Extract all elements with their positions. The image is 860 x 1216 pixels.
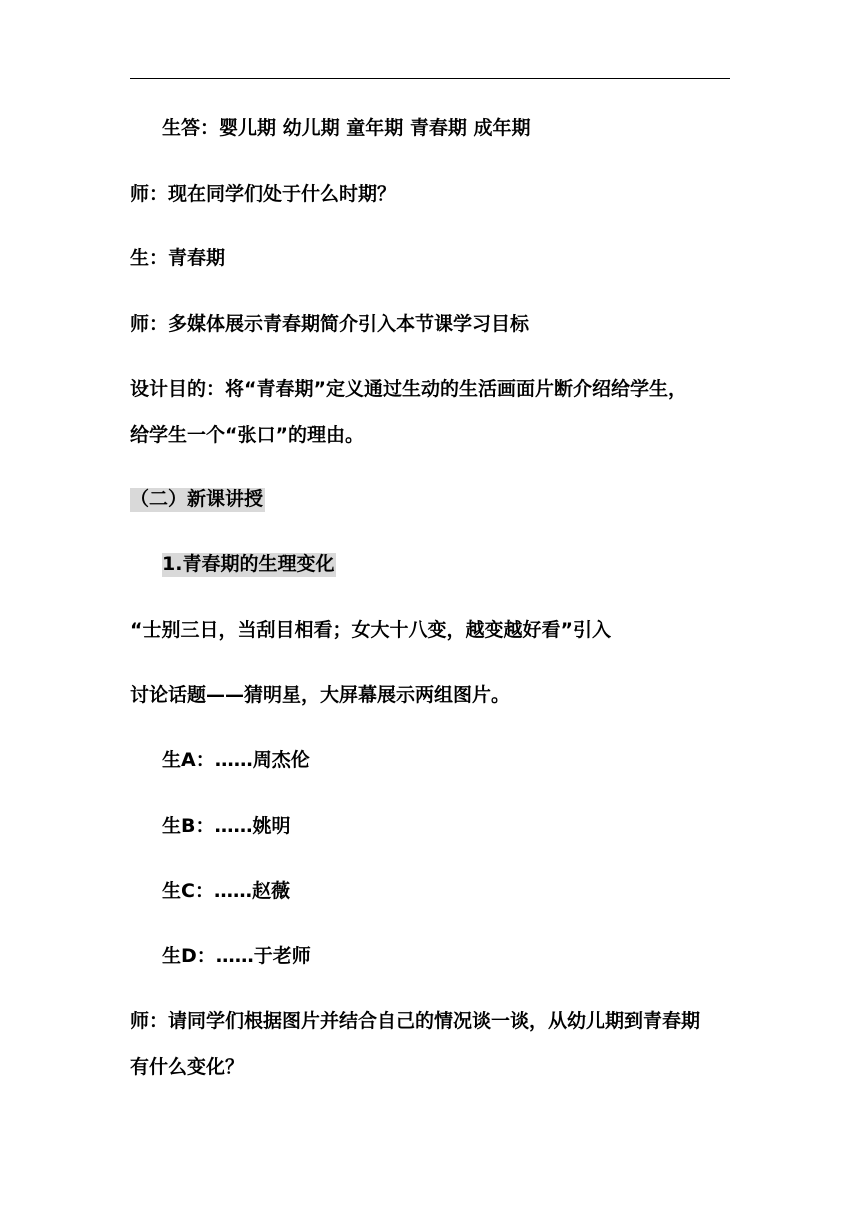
student-a-answer: 生A：……周杰伦 [162,749,310,771]
design-purpose-line-2: 给学生一个“张口”的理由。 [130,424,364,446]
subsection-heading [162,552,336,576]
teacher-multimedia: 师：多媒体展示青春期简介引入本节课学习目标 [130,313,530,335]
section-heading [130,487,265,511]
header-rule [130,78,730,79]
subsection-heading-text: 1.青春期的生理变化 [162,553,335,575]
teacher-prompt-line-1: 师：请同学们根据图片并结合自己的情况谈一谈，从幼儿期到青春期 [130,1010,701,1032]
student-answer-stages: 生答：婴儿期 幼儿期 童年期 青春期 成年期 [162,117,531,139]
student-c-answer: 生C：……赵薇 [162,880,290,902]
student-d-answer: 生D：……于老师 [162,945,311,967]
quote-intro: “士别三日，当刮目相看；女大十八变，越变越好看”引入 [130,619,611,641]
student-b-answer: 生B：……姚明 [162,815,291,837]
discussion-topic: 讨论话题——猜明星，大屏幕展示两组图片。 [130,684,511,706]
student-answer: 生：青春期 [130,247,226,269]
teacher-prompt-line-2: 有什么变化？ [130,1056,245,1078]
teacher-question: 师：现在同学们处于什么时期？ [130,183,397,205]
design-purpose-line-1: 设计目的：将“青春期”定义通过生动的生活画面片断介绍给学生， [130,378,687,400]
section-heading-text: （二）新课讲授 [130,488,264,510]
